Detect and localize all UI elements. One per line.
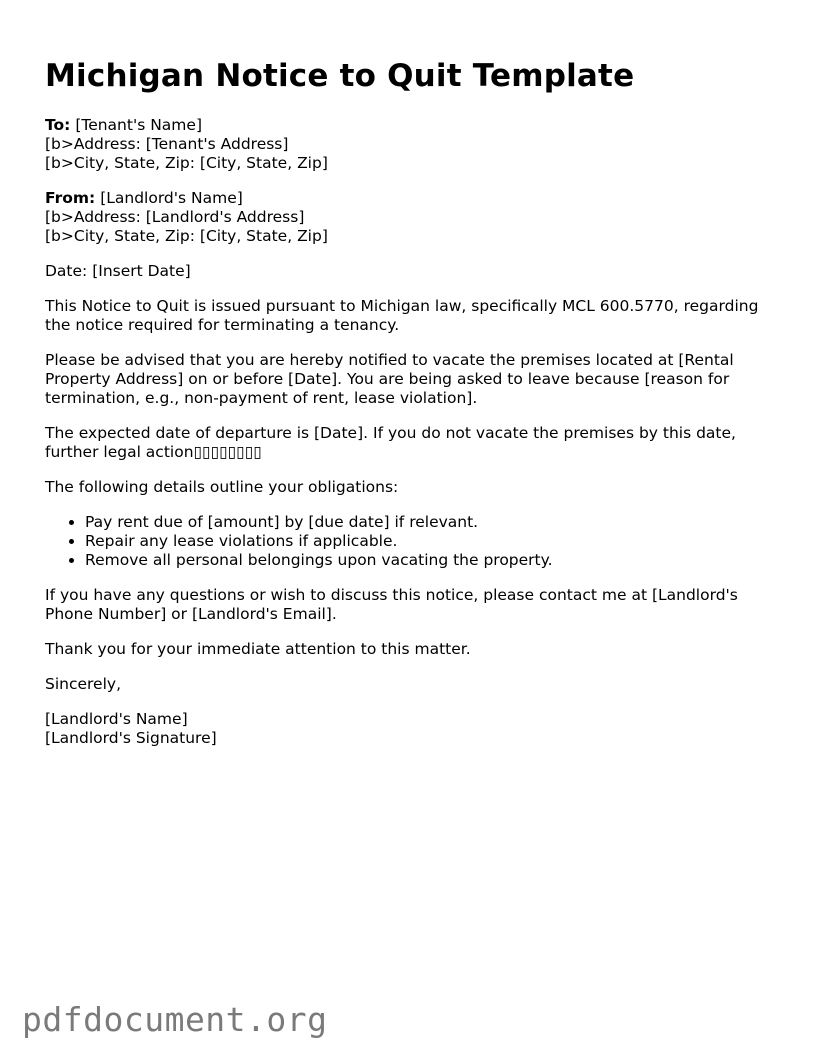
statute-paragraph: This Notice to Quit is issued pursuant to Michigan law, specifically MCL 600.5770, regarding the notice required for terminating a tenancy.: [45, 297, 759, 334]
to-line: [45, 116, 780, 135]
signature-name: [Landlord's Name]: [45, 710, 188, 728]
obligations-list: [45, 513, 780, 570]
thanks-paragraph: Thank you for your immediate attention to this matter.: [45, 640, 471, 658]
from-label: From:: [45, 189, 96, 207]
tenant-city: [b>City, State, Zip: [City, State, Zip]: [45, 154, 328, 172]
closing-line: Sincerely,: [45, 675, 122, 693]
landlord-city: [b>City, State, Zip: [City, State, Zip]: [45, 227, 328, 245]
contact-paragraph: If you have any questions or wish to discuss this notice, please contact me at [Landlord's Phone Number] or [Landlord's Email].: [45, 586, 738, 623]
landlord-address: [b>Address: [Landlord's Address]: [45, 208, 305, 226]
list-item: • Pay rent due of [amount] by [due date] if relevant.: [85, 513, 780, 532]
signature-line: [Landlord's Signature]: [45, 729, 217, 747]
obligations-intro: The following details outline your obligations:: [45, 478, 399, 496]
departure-paragraph: The expected date of departure is [Date]. If you do not vacate the premises by this date, further legal action▯▯▯▯▯▯▯▯: [45, 424, 736, 461]
to-block: [45, 116, 780, 173]
tenant-address: [b>Address: [Tenant's Address]: [45, 135, 289, 153]
document-page: [45, 56, 780, 748]
from-line: [45, 189, 780, 208]
list-item: • Remove all personal belongings upon vacating the property.: [85, 551, 780, 570]
list-item: • Repair any lease violations if applicable.: [85, 532, 780, 551]
from-block: [45, 189, 780, 246]
date-line: Date: [Insert Date]: [45, 262, 191, 280]
signature-block: [45, 710, 780, 748]
tenant-name: [Tenant's Name]: [75, 116, 202, 134]
page-title: Michigan Notice to Quit Template: [45, 58, 635, 94]
landlord-name: [Landlord's Name]: [100, 189, 243, 207]
to-label: To:: [45, 116, 71, 134]
watermark: pdfdocument.org: [22, 1000, 328, 1039]
advised-paragraph: Please be advised that you are hereby notified to vacate the premises located at [Rental Property Address] on or before [Date]. You are being asked to leave because [reason for termination, e.g., non-payment of rent, lease violation].: [45, 351, 734, 407]
